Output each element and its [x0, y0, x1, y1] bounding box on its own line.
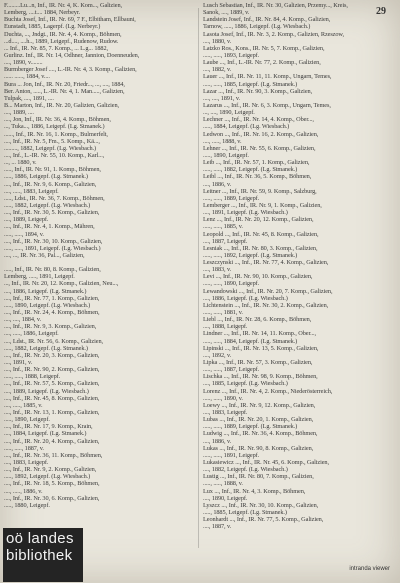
left-column-line: ....., 1890, Leigepf. (Lg. Wiesbach.) [4, 301, 91, 309]
left-column-line: ...... ......, 1884, v.... [4, 73, 50, 81]
left-column-line: ...., Inf., IR. Nr. 9, 6. Komp., Galizien, [4, 180, 97, 188]
right-column-line: ...., ....., 1888, v. [203, 137, 242, 145]
right-column-line: ...., 1886, Leigepf. (Lg. Wiesbach.) [203, 294, 288, 302]
left-column-line: ...., Ldst., IR. Nr. 56, 6. Komp., Galizien, [4, 337, 103, 345]
viewer-label: intranda viewer [349, 566, 390, 572]
left-column-line: ...., ....., 1886, Leigepf. [4, 330, 59, 338]
left-column-line: ...d...., ....h.., 1889, Leigepf., Rudenow, Rudow. [4, 37, 119, 45]
left-column-line: ..., ... 1880, v. [4, 159, 37, 167]
right-column-line: Lehner ..., Inf., IR. Nr. 55, 6. Komp., Galizien, [203, 144, 316, 152]
left-column-line: ....., Inf., IR. Nr. 91, 1. Komp., Böhmen, [4, 166, 101, 174]
right-column-line: Lauer ..., Inf., IR. Nr. 11, 11. Komp., Ungarn, Temes, [203, 73, 332, 81]
right-column-line: ...., 1880, v. [203, 37, 232, 45]
right-column-text [203, 2, 395, 530]
left-column-line: ...., Inf., IR. Nr. 9, 3. Komp., Galizien, [4, 323, 97, 331]
left-column-line: Burmberger Josef ...., L.-IR. Nr. 4, 3. Komp., Galizien, [4, 66, 137, 74]
right-column-line: Lukas ..., Inf., IR. Nr. 90, 8. Komp., Galizien, [203, 444, 314, 452]
right-column-line: Ledwon ..., Inf., IR. Nr. 16, 2. Komp., Galizien, [203, 130, 319, 138]
right-column-line: Lewandowski ..., Inf., IR. Nr. 20, 7. Komp., Galizien, [203, 287, 333, 295]
right-column-line: Lenz ..., Inf., IR. Nr. 20, 12. Komp., Galizien, [203, 216, 314, 224]
left-column-line: ....., 1890, Leigepf. [4, 416, 50, 424]
left-column-line: ...., Inf., IR. Nr. 36, 11. Komp., Böhmen, [4, 451, 103, 459]
right-column-line: Liebl ..., Inf., IR. Nr. 28, 6. Komp., Böhmen, [203, 316, 312, 324]
right-column-line: Lazarus ..., Inf., IR. Nr. 6, 3. Komp., Ungarn, Temes, [203, 101, 331, 109]
left-column-line [4, 259, 194, 266]
right-column-line: ...., 1882, v. [203, 66, 232, 74]
right-column-line: ...., 1888, Leigepf. [203, 323, 248, 331]
right-column-line: ....., ....., 1881, v. [203, 309, 243, 317]
left-column-line: ....., Inf., IR. Nr. 80, 8. Komp., Galizien, [4, 266, 101, 274]
left-column-line: ....., 1882, Leigepf. (Lg. Stmanek.) [4, 344, 88, 352]
left-column-line: B... Marton, Inf., IR. Nr. 20, Galizien, Galizien, [4, 101, 119, 109]
right-column-line: ....., ....., 1890, v. [203, 394, 243, 402]
left-column-line: ...., Inf., IR. Nr. 13, 1. Komp., Galizien, [4, 409, 100, 417]
right-column-line: Lazar ..., Inf., IR. Nr. 90, 3. Komp., Galizien, [203, 87, 313, 95]
left-column-line: ....., ....., 1894, v. [4, 230, 44, 238]
left-column-line: ...., Inf., IR. Nr. 5, Fm., 5. Komp., Kä..., [4, 137, 100, 145]
left-column-line: ...., 1889, Leigepf. (Lg. Wiesbach.) [4, 387, 89, 395]
right-column-line: ...., ...., 1891, v. [203, 94, 240, 102]
left-column-line: ...., ....., 1886, v. [4, 487, 43, 495]
left-column-line: ...., Inf., IR. Nr. 90, 2. Komp., Galizien, [4, 366, 100, 374]
right-column-line: Latzko Ros., Kons., IR. Nr. 5, 7. Komp., Galizien, [203, 44, 325, 52]
left-column-line: ....., 1880, Leigepf. [4, 501, 50, 509]
library-logo [3, 528, 83, 582]
right-column-line: ...., 1885, Leigepf. (Lg. Wiesbach.) [203, 380, 288, 388]
right-column-line: ....., ....., 1890, Leigepf. [203, 280, 260, 288]
left-column-line: ..., Tuka..., 1886, Leigepf. (Lg. Stmanek.) [4, 123, 105, 131]
right-column-line: Landstein Josef, Inf., IR. Nr. 84, 4. Komp., Galizien, [203, 16, 331, 24]
right-column-line: Leonhardt ..., Inf., IR. Nr. 77, 5. Komp., Galizien, [203, 516, 324, 524]
right-column-line: Loewy ..., Inf., IR. Nr. 9, 12. Komp., Galizien, [203, 401, 316, 409]
left-column-line: ....., 1892, Leigepf. (Lg. Wiesbach.) [4, 473, 91, 481]
right-column-line: ....., 1885, Leigepf. (Lg. Stmanek.) [203, 508, 287, 516]
left-column-line: ...., Inf., IR. Nr. 24, 4. Komp., Böhmen, [4, 309, 100, 317]
left-column-line: ...., Inf., IR. Nr. 77, 1. Komp., Galizien, [4, 294, 100, 302]
page-number: 29 [376, 6, 386, 17]
right-column-line: ....., ....., 1893, Leigepf. [203, 51, 260, 59]
right-column-line: Lustig ..., Inf., IR. Nr. 80, 7. Komp., Galizien, [203, 473, 314, 481]
left-column-line: ...., ....., 1885, v. [4, 401, 43, 409]
right-column-line: ...., 1891, Leigepf. (Lg. Wiesbach.) [203, 209, 288, 217]
left-column-line: Tulpak, ...., 1891, .... [4, 94, 54, 102]
right-column-line: ....., 1890, Leigepf. [203, 151, 249, 159]
right-column-line: ...., 1887, Leigepf. [203, 237, 248, 245]
left-column-line: F.........Lu...n, Inf., IR. Nr. 4, K. Kom..., Galizien, [4, 2, 122, 9]
right-column-line: Lubas ..., Inf., IR. Nr. 20, 1. Komp., Galizien, [203, 416, 314, 424]
right-column-line: ...., 1886, v. [203, 437, 232, 445]
left-column-line: ....., Ldst., IR. Nr. 36, 7. Komp., Böhmen, [4, 194, 105, 202]
right-column-line: ....., ....., 1885, v. [203, 223, 243, 231]
right-column-line: ....., ....., 1885, Leigepf. (Lg. Stmanek.) [203, 80, 298, 88]
left-column-line: ...., ....., 1883, Leigepf. [4, 187, 59, 195]
right-column-line: ....., ....., 1889, Leigepf. (Lg. Stmanek.) [203, 423, 298, 431]
right-column-line: Sanok, ...., 1889, v. [203, 9, 250, 17]
right-column-line: ....., ....., 1892, Leigepf. (Lg. Stmanek.) [203, 251, 298, 259]
left-column-line: ...., 1889, Leigepf. [4, 216, 49, 224]
right-column-line: Lasota Josef, Inf., IR. Nr. 3, 2. Komp., Galizien, Rzeszow, [203, 30, 344, 38]
left-column-line: Gurlinz. Inf., IR. Nr. 14, Odhner, Jannion, Doenneuden, [4, 51, 140, 59]
right-column-line: Lipka ..., Inf., IR. Nr. 57, 3. Komp., Galizien, [203, 359, 313, 367]
left-column-line: ...., ...., 1884, v. [4, 316, 41, 324]
right-column-line: ...., 1883, v. [203, 266, 232, 274]
left-column-line: Eunstadt, 1885, Lagerpf. (Lg. Nerbeyr.) [4, 23, 101, 31]
left-column-line: ..., Inf., IR. Nr. 20, 12. Komp., Galizien, Neu..., [4, 280, 119, 288]
left-column-line: ....., 1886, Leigepf. (Lg. Stmanek.) [4, 173, 88, 181]
left-column-line: ...., Jon, Inf., IR. Nr. 36, 4. Komp., Böhmen, [4, 116, 111, 124]
left-column-line: ...., ..., IR. Nr. 36, Pal..., Galizien, [4, 251, 85, 259]
right-column-line: ....., ....., 1888, v. [203, 480, 243, 488]
right-column-line: Lux ..., Inf., IR. Nr. 4, 3. Komp., Böhmen, [203, 487, 306, 495]
right-column-line: ..., ...., 1890, Leigepf. [203, 109, 255, 117]
right-column-line: ....., ....., 1889, Leigepf. [203, 194, 260, 202]
right-column-line: Ludwig ..., Inf., IR. Nr. 36, 4. Komp., Böhmen, [203, 430, 318, 438]
right-column-line: ...., 1882, Leigepf. (Lg. Wiesbach.) [203, 466, 288, 474]
left-column-line: ...., Inf., IR. Nr. 20, 4. Komp., Galizien, [4, 437, 100, 445]
right-column-line: ...., 1887, v. [203, 523, 232, 531]
left-column-line: ...., Inf., IR. Nr. 30, 5. Komp., Galizien, [4, 209, 100, 217]
left-column-line: ...., Inf., IR. Nr. 18, 5. Komp., Böhmen, [4, 480, 100, 488]
left-column-line: Buchta Josef, Inf., IR. Nr. 69, 7 F., Elbitham, Ellbauni, [4, 16, 136, 24]
right-column-line: ....., 1884, Leigepf. (Lg. Wiesbach.) [203, 123, 290, 131]
right-column-line: ...., 1892, v. [203, 351, 232, 359]
right-column-line: Lusch Sebastian, Inf., IR. Nr. 30, Galizien, Przemy..., Kreis, [203, 2, 348, 9]
left-column-line: ...., 1889, .... [4, 109, 34, 117]
left-column-line: ....., ....., 1887, v. [4, 444, 44, 452]
left-column-line: Lemberg, ....., 1891, Leigepf. [4, 273, 75, 281]
left-column-line: ...., 1891, v. [4, 359, 33, 367]
left-column-line: ...., Inf., IR. Nr. 4, 1. Komp., Mähren, [4, 223, 95, 231]
right-column-line: Levi ..., Inf., IR. Nr. 90, 10. Komp., Galizien, [203, 273, 313, 281]
left-column-line: ... Inf., IR. Nr. 85, 7. Komp., ... L.g... 1882, [4, 44, 108, 52]
left-column-line: ...., Inf., IR. Nr. 20, 3. Komp., Galizien, [4, 351, 100, 359]
right-column-line: Lindner ..., Inf., IR. Nr. 14, 11. Komp., Ober..., [203, 330, 316, 338]
right-column-line: ....., ....., 1887, Leigepf. [203, 366, 260, 374]
left-column-line: ...., Inf., IR. Nr. 30, 6. Komp., Galizien, [4, 494, 100, 502]
right-column-line: Lesniak ..., Inf., IR. Nr. 80, 3. Komp., Galizien, [203, 244, 318, 252]
right-column-line: ....., ....., 1884, Leigepf. (Lg. Stmanek.) [203, 337, 298, 345]
left-column-line: ...., 1883, Leigepf. [4, 459, 49, 466]
left-column-line: ......, Inf., IR. Nr. 16, 1. Komp., Bulmerfelt, [4, 130, 108, 138]
left-column-line: ....., ....., 1891, Leigepf. (Lg. Wiesbach.) [4, 244, 101, 252]
left-column-line: Bura ... Jon, Inf., IR. Nr. 20, Friedr..., ..., ...., 1884, [4, 80, 125, 88]
right-column-line: Leszczynski ..., Inf., IR. Nr. 77, 4. Komp., Galizien, [203, 259, 329, 267]
right-column-line: ...., 1886, v. [203, 180, 232, 188]
left-column-line: ....., 1882, Leigepf. (Lg. Wiesbach.) [4, 201, 91, 209]
right-column-line: Laube ..., Inf., L.-IR. Nr. 77, 2. Komp., Galizien, [203, 59, 321, 67]
left-column-line: ...., Inf., L.-IR. Nr. 55, 10. Komp., Karl..., [4, 151, 105, 159]
right-column-line: ...., 1890, Leigepf. [203, 494, 248, 502]
right-column-line: Lukasiewicz ..., Inf., IR. Nr. 45, 6. Komp., Galizien, [203, 459, 329, 466]
left-column-line: ...., Inf., IR. Nr. 57, 5. Komp., Galizien, [4, 380, 100, 388]
right-column-line: ....., ....., 1882, Leigepf. (Lg. Stmanek.) [203, 166, 298, 174]
left-column-line: ...., Inf., IR. Nr. 9, 2. Komp., Galizien, [4, 466, 97, 474]
column-divider [198, 8, 199, 548]
left-column-line: ...., Inf., IR. Nr. 17, 9. Komp., Krain, [4, 423, 93, 431]
left-column-line: Duchta, ..., Jndgt., IR. Nr. 4, 4. Komp., Böhmen, [4, 30, 122, 38]
left-column-line: ...., Inf., IR. Nr. 45, 8. Komp., Galizien, [4, 394, 100, 402]
logo-line-2: bibliothek [6, 547, 73, 564]
left-column-line: ...., 1884, Leigepf. (Lg. Stmanek.) [4, 430, 87, 438]
left-column-line: ...., 1890, v........ [4, 59, 43, 67]
right-column-line: Lyszcz ..., Inf., IR. Nr. 30, 10. Komp., Galizien, [203, 501, 319, 509]
right-column-line: ...., 1883, Leigepf. [203, 409, 248, 417]
right-column-line: Leib ..., Inf., IR. Nr. 57, 1. Komp., Galizien, [203, 159, 310, 167]
logo-line-1: oö landes [6, 530, 74, 547]
right-column-line: Leitner ..., Inf., IR. Nr. 59, 9. Komp., Salzburg, [203, 187, 317, 195]
left-column-line: ...., 1886, Leigepf. (Lg. Stmanek.) [4, 287, 87, 295]
right-column-line: Leopold ..., Inf., IR. Nr. 45, 8. Komp., Galizien, [203, 230, 319, 238]
right-column-line: Lemberger ..., Inf., IR. Nr. 9, 1. Komp., Galizien, [203, 201, 322, 209]
left-column-line: Lemberg, ....t.... 1884, Nerbeyr. [4, 9, 80, 17]
right-column-line: Lichtenstein ..., Inf., IR. Nr. 30, 2. Komp., Galizien, [203, 301, 329, 309]
left-column-line: ....., ....., 1888, Leigepf. [4, 373, 61, 381]
right-column-line: Lipinski ..., Inf., IR. Nr. 13, 5. Komp., Galizien, [203, 344, 319, 352]
right-column-line: ....., ....., 1891, Leigepf. [203, 451, 260, 459]
left-column-text [4, 2, 194, 509]
right-column-line: Tarnow, ....., 1886, Leigepf. (Lg. Wiesbach.) [203, 23, 311, 31]
left-column-line: ...., Inf., IR. Nr. 30, 10. Komp., Galizien, [4, 237, 103, 245]
right-column-line: Lechner ..., Inf., IR. Nr. 14, 4. Komp., Ober..., [203, 116, 314, 124]
left-column-line: ........., 1882, Leigepf. (Lg. Wiesbach.) [4, 144, 97, 152]
right-column-line: Lischka ..., Inf., IR. Nr. 98, 9. Komp., Böhmen, [203, 373, 318, 381]
left-column-line: Ber. Anton, ....., L.-IR. Nr. 4, 1. Man....., Galizien, [4, 87, 125, 95]
right-column-line: Lorenz ..., Inf., IR. Nr. 4, 2. Komp., Niederösterreich, [203, 387, 333, 395]
right-column-line: Leibl ..., Inf., IR. Nr. 36, 5. Komp., Böhmen, [203, 173, 312, 181]
